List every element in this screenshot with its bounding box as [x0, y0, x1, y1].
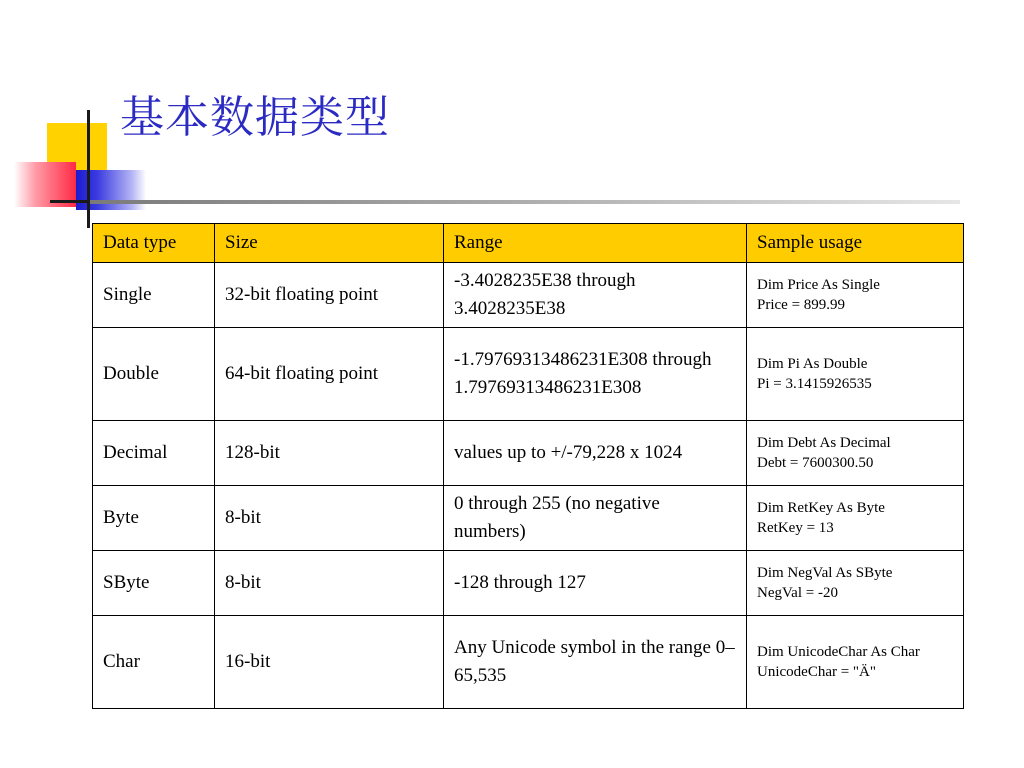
- sample-line: RetKey = 13: [757, 520, 834, 536]
- sample-line: UnicodeChar = "Ä": [757, 664, 877, 680]
- cell-range: Any Unicode symbol in the range 0–65,535: [444, 616, 747, 709]
- sample-line: Dim Debt As Decimal: [757, 435, 891, 451]
- cell-size: 16-bit: [215, 616, 444, 709]
- cell-size: 8-bit: [215, 551, 444, 616]
- sample-line: Dim Pi As Double: [757, 356, 868, 372]
- cell-size: 32-bit floating point: [215, 263, 444, 328]
- page-title: 基本数据类型: [120, 92, 390, 143]
- cell-size: 64-bit floating point: [215, 328, 444, 421]
- cell-size: 8-bit: [215, 486, 444, 551]
- cell-sample-usage: [747, 421, 964, 486]
- data-types-table: [92, 223, 964, 709]
- sample-line: NegVal = -20: [757, 585, 838, 601]
- cell-sample-usage: [747, 263, 964, 328]
- title-underline-rule: [90, 200, 960, 204]
- table-header-row: [93, 224, 964, 263]
- cell-sample-usage: [747, 486, 964, 551]
- decoration-vertical-line: [87, 110, 90, 228]
- header-range: Range: [444, 224, 747, 263]
- table-row: [93, 328, 964, 421]
- header-sample-usage: Sample usage: [747, 224, 964, 263]
- table-row: [93, 263, 964, 328]
- cell-range: -3.4028235E38 through 3.4028235E38: [444, 263, 747, 328]
- cell-range: -128 through 127: [444, 551, 747, 616]
- sample-line: Price = 899.99: [757, 297, 846, 313]
- sample-line: Dim NegVal As SByte: [757, 565, 893, 581]
- cell-size: 128-bit: [215, 421, 444, 486]
- cell-sample-usage: [747, 616, 964, 709]
- cell-range: 0 through 255 (no negative numbers): [444, 486, 747, 551]
- table-row: [93, 551, 964, 616]
- cell-range: values up to +/-79,228 x 1024: [444, 421, 747, 486]
- header-data-type: Data type: [93, 224, 215, 263]
- sample-line: Pi = 3.1415926535: [757, 376, 872, 392]
- table-row: [93, 616, 964, 709]
- table-row: [93, 421, 964, 486]
- sample-line: Dim Price As Single: [757, 277, 880, 293]
- cell-data-type: Byte: [93, 486, 215, 551]
- cell-data-type: Double: [93, 328, 215, 421]
- cell-sample-usage: [747, 328, 964, 421]
- table-row: [93, 486, 964, 551]
- sample-line: Dim UnicodeChar As Char: [757, 644, 920, 660]
- cell-data-type: SByte: [93, 551, 215, 616]
- cell-data-type: Single: [93, 263, 215, 328]
- sample-line: Dim RetKey As Byte: [757, 500, 885, 516]
- cell-data-type: Char: [93, 616, 215, 709]
- cell-range: -1.79769313486231E308 through 1.79769313486231E308: [444, 328, 747, 421]
- cell-data-type: Decimal: [93, 421, 215, 486]
- header-size: Size: [215, 224, 444, 263]
- sample-line: Debt = 7600300.50: [757, 455, 874, 471]
- cell-sample-usage: [747, 551, 964, 616]
